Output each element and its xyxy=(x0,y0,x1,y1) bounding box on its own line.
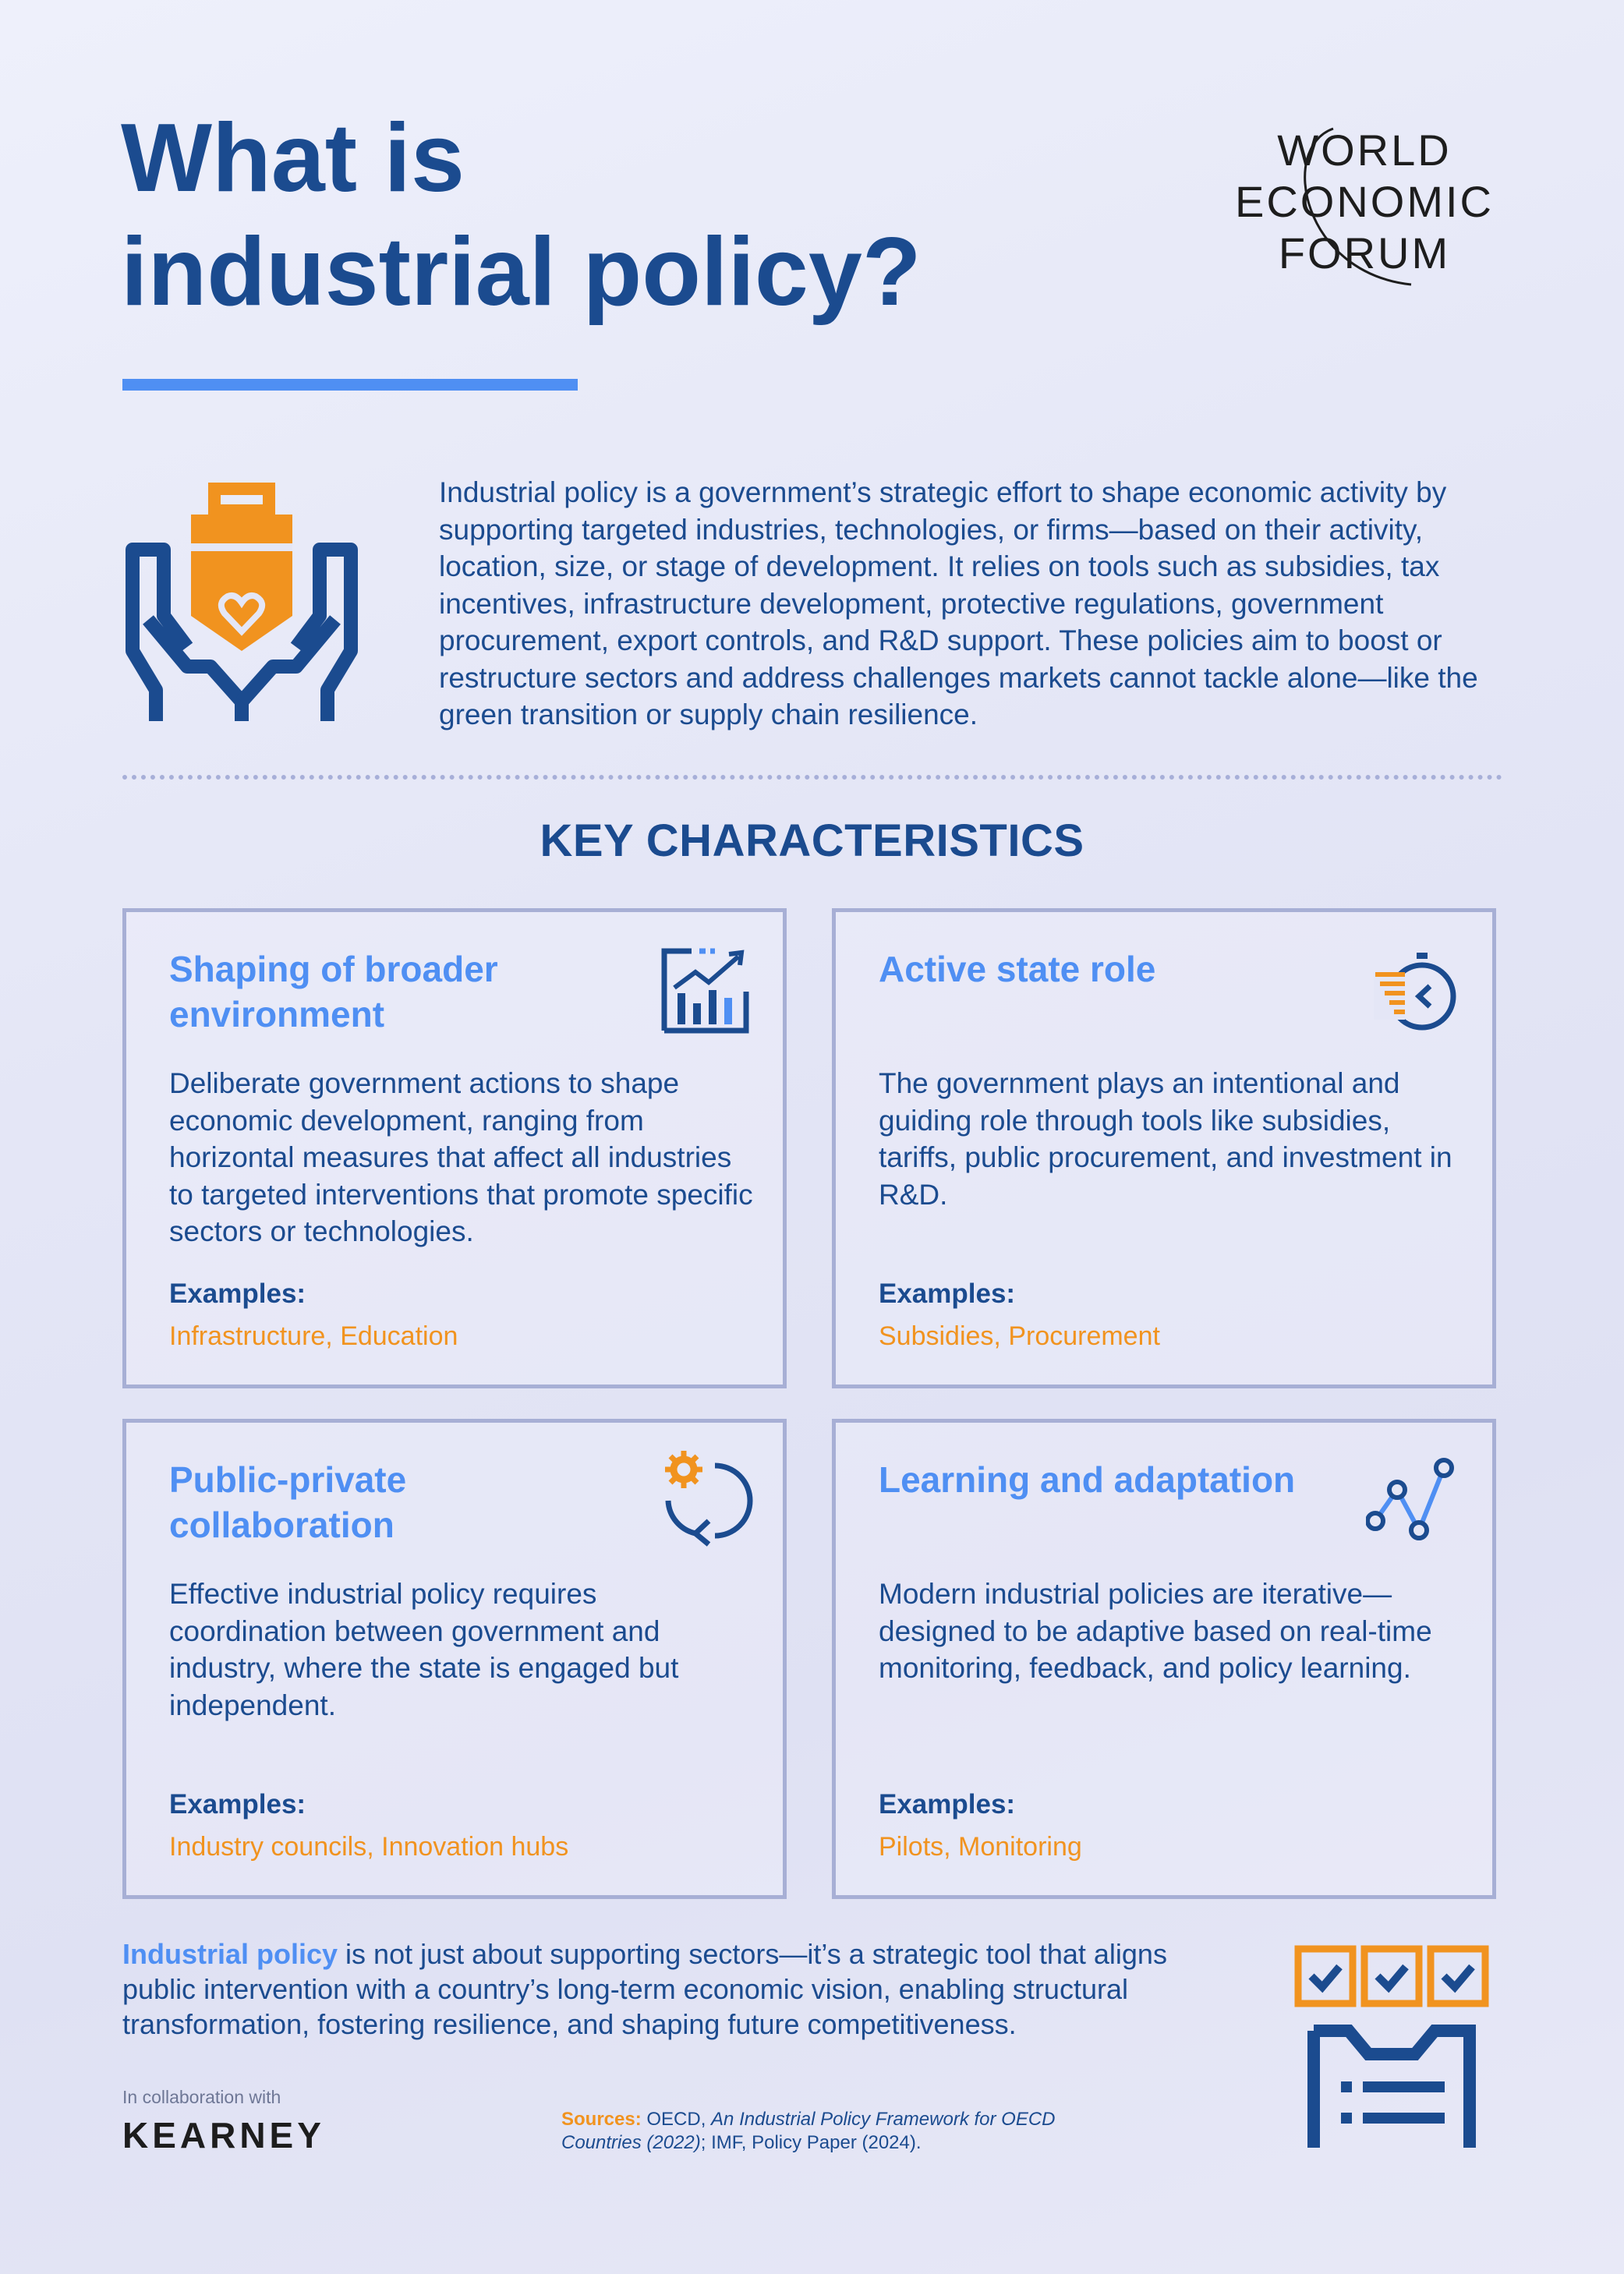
bar-chart-growth-icon xyxy=(660,945,750,1034)
card-description: The government plays an intentional and guiding role through tools like subsidies, tariffs, public procurement, and investment in R&D. xyxy=(879,1067,1452,1211)
sources-part-2: ; IMF, Policy Paper (2024). xyxy=(700,2132,922,2153)
stopwatch-icon xyxy=(1374,951,1459,1037)
examples-text: Infrastructure, Education xyxy=(169,1321,458,1351)
card-description: Modern industrial policies are iterative—designed to be adaptive based on real-time monitoring, feedback, and policy learning. xyxy=(879,1578,1432,1684)
examples-label: Examples: xyxy=(169,1278,306,1309)
checklist-board-icon xyxy=(1294,1945,1505,2156)
logo-line-3: FORUM xyxy=(1278,228,1451,278)
card-shaping-environment xyxy=(122,908,787,1388)
examples-text: Subsidies, Procurement xyxy=(879,1321,1160,1351)
examples-label: Examples: xyxy=(879,1278,1016,1309)
kearney-logo: KEARNEY xyxy=(122,2115,325,2156)
sources-label: Sources: xyxy=(561,2109,642,2130)
wef-logo xyxy=(1216,125,1513,279)
line-graph-nodes-icon xyxy=(1366,1452,1463,1542)
title-line-1: What is xyxy=(121,104,465,212)
examples-text: Pilots, Monitoring xyxy=(879,1832,1082,1862)
sources-note xyxy=(561,2108,1123,2155)
card-description: Effective industrial policy requires coordination between government and industry, where the state is engaged but independent. xyxy=(169,1578,679,1721)
examples-label: Examples: xyxy=(879,1789,1016,1820)
card-title: Shaping of broader environment xyxy=(169,949,498,1034)
card-public-private-collaboration xyxy=(122,1419,787,1899)
collaboration-label: In collaboration with xyxy=(122,2087,281,2107)
title-underline xyxy=(122,379,578,391)
hands-briefcase-heart-icon xyxy=(125,479,382,729)
logo-line-2: ECONOMIC xyxy=(1235,177,1494,226)
examples-text: Industry councils, Innovation hubs xyxy=(169,1832,569,1862)
wef-logo-arc xyxy=(1216,117,1513,296)
closing-highlight: Industrial policy xyxy=(122,1938,338,1970)
closing-statement xyxy=(122,1936,1229,2042)
sources-title: An Industrial Policy Framework for OECD Countries (2022) xyxy=(561,2109,1056,2153)
card-description: Deliberate government actions to shape economic development, ranging from horizontal measures that affect all industries to targeted interventions that promote specific sectors or technologies. xyxy=(169,1067,753,1247)
examples-label: Examples: xyxy=(169,1789,306,1820)
closing-text: is not just about supporting sectors—it’s a strategic tool that aligns public intervention with a country’s long-term economic vision, enabling structural transformation, fostering resilience, and shaping future competitiveness. xyxy=(122,1938,1167,2040)
page-title xyxy=(121,101,1134,329)
card-learning-adaptation xyxy=(832,1419,1496,1899)
section-title: KEY CHARACTERISTICS xyxy=(540,815,1084,866)
card-active-state-role xyxy=(832,908,1496,1388)
gear-cycle-icon xyxy=(660,1446,754,1547)
card-title: Learning and adaptation xyxy=(879,1459,1296,1500)
card-title: Public-private collaboration xyxy=(169,1459,407,1545)
sources-part-1: OECD, xyxy=(641,2109,712,2130)
logo-line-1: WORLD xyxy=(1277,126,1452,175)
intro-text: Industrial policy is a government’s strategic effort to shape economic activity by supporting targeted industries, technologies, or firms—based on their activity, location, size, or stage of development. It relies on tools such as subsidies, tax incentives, infrastructure development, protective regulations, government procurement, export controls, and R&D support. These policies aim to boost or restructure sectors and address challenges markets cannot tackle alone—like the green transition or supply chain resilience. xyxy=(439,476,1478,730)
title-line-2: industrial policy? xyxy=(121,218,922,326)
dotted-divider xyxy=(122,775,1502,780)
card-title: Active state role xyxy=(879,949,1156,989)
